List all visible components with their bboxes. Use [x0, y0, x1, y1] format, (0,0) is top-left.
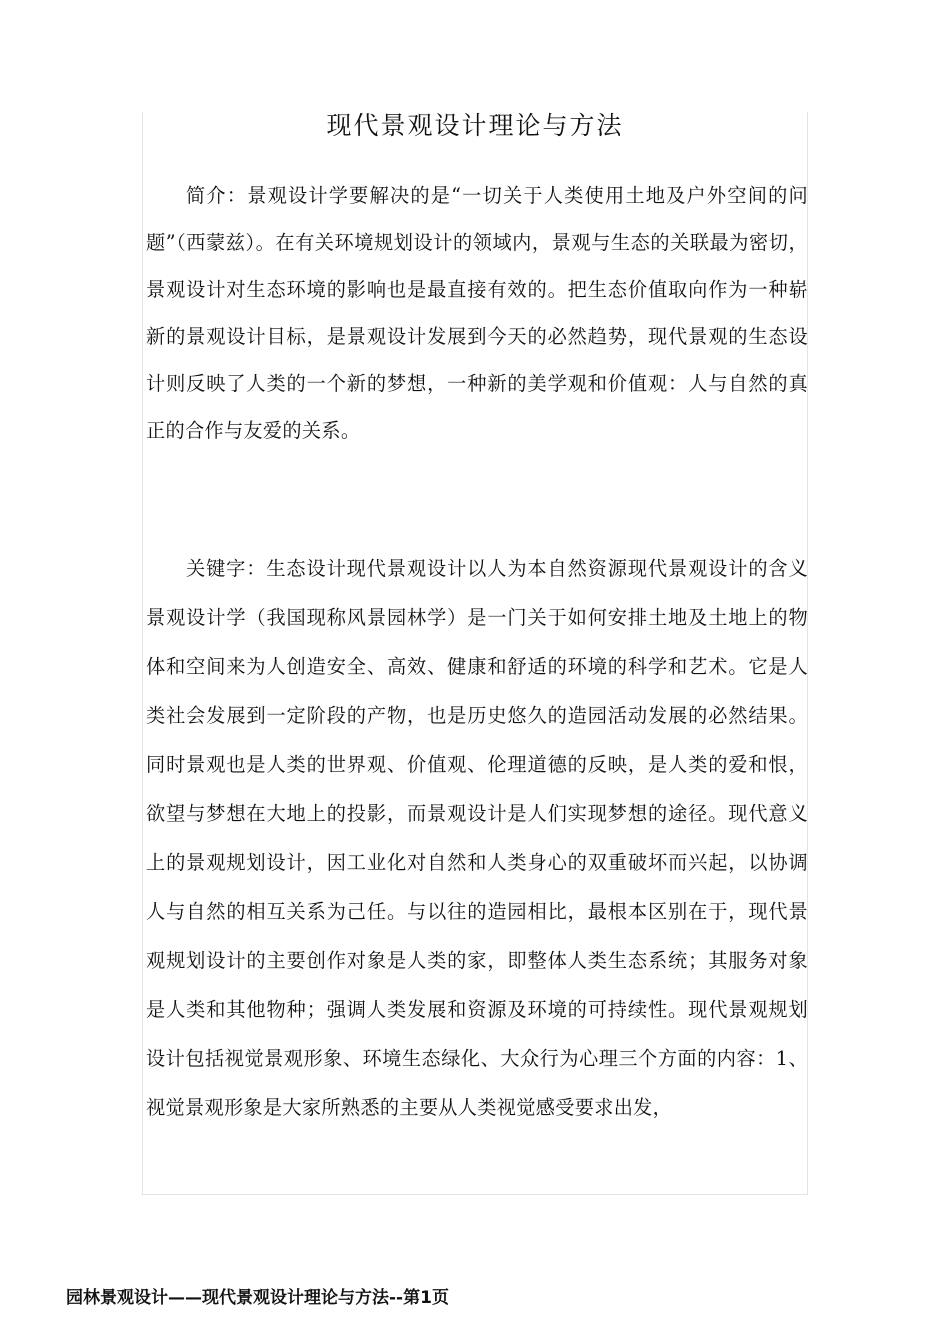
intro-paragraph: 简介：景观设计学要解决的是“一切关于人类使用土地及户外空间的问题”（西蒙兹）。在有关环境规划设计的领域内，景观与生态的关联最为密切，景观设计对生态环境的影响也是最直接有效的。把生态价值取向作为一种崭新的景观设计目标，是景观设计发展到今天的必然趋势，现代景观的生态设计则反映了人类的一个新的梦想，一种新的美学观和价值观：人与自然的真正的合作与友爱的关系。 [146, 184, 808, 442]
page-footer: 园林景观设计——现代景观设计理论与方法--第1页 [66, 1288, 449, 1308]
document-title: 现代景观设计理论与方法 [326, 111, 624, 140]
keywords-paragraph: 关键字：生态设计现代景观设计以人为本自然资源现代景观设计的含义景观设计学（我国现称风景园林学）是一门关于如何安排土地及土地上的物体和空间来为人创造安全、高效、健康和舒适的环境的科学和艺术。它是人类社会发展到一定阶段的产物，也是历史悠久的造园活动发展的必然结果。同时景观也是人类的世界观、价值观、伦理道德的反映，是人类的爱和恨，欲望与梦想在大地上的投影，而景观设计是人们实现梦想的途径。现代意义上的景观规划设计，因工业化对自然和人类身心的双重破坏而兴起，以协调人与自然的相互关系为己任。与以往的造园相比，最根本区别在于，现代景观规划设计的主要创作对象是人类的家，即整体人类生态系统；其服务对象是人类和其他物种；强调人类发展和资源及环境的可持续性。现代景观规划设计包括视觉景观形象、环境生态绿化、大众行为心理三个方面的内容：1、视觉景观形象是大家所熟悉的主要从人类视觉感受要求出发， [146, 557, 808, 1119]
